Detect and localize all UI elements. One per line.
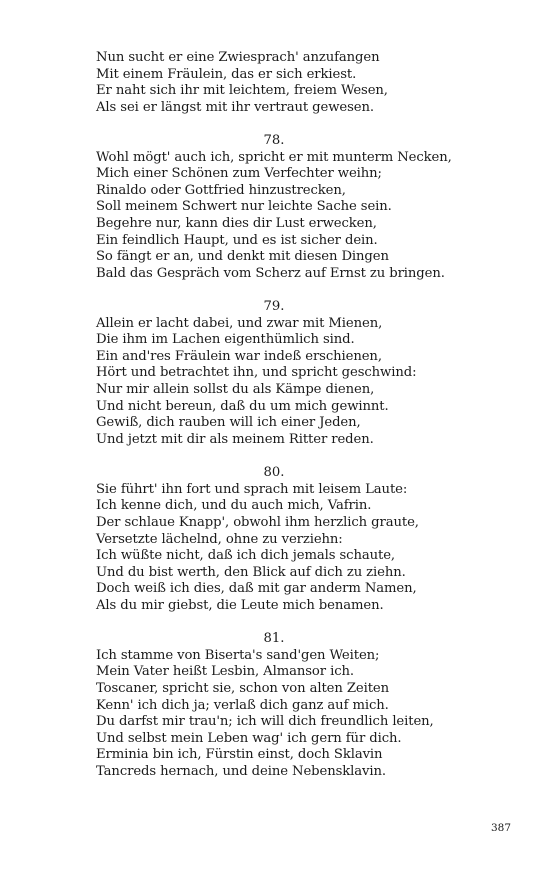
verse-line: Bald das Gespräch vom Scherz auf Ernst zu bringen. (96, 265, 445, 281)
verse-line: Und du bist werth, den Blick auf dich zu ziehn. (96, 564, 406, 580)
intro-stanza (96, 50, 496, 116)
verse-line: Mit einem Fräulein, das er sich erkiest. (96, 66, 357, 82)
page-number: 387 (490, 822, 511, 834)
verse-line: Kenn' ich dich ja; verlaß dich ganz auf mich. (96, 697, 389, 713)
verse-line: Und selbst mein Leben wag' ich gern für dich. (96, 730, 402, 746)
verse-line: Doch weiß ich dies, daß mit gar anderm Namen, (96, 581, 417, 597)
verse-line: Hört und betrachtet ihn, und spricht geschwind: (96, 365, 417, 381)
verse-line: Du darfst mir trau'n; ich will dich freundlich leiten, (96, 714, 434, 730)
verse-line: Soll meinem Schwert nur leichte Sache sein. (96, 199, 392, 215)
stanza-number: 81. (263, 631, 285, 647)
stanza-80 (96, 465, 496, 614)
verse-line: Als sei er längst mit ihr vertraut gewesen. (96, 99, 374, 115)
stanza-number: 80. (263, 465, 285, 481)
stanza-number: 79. (263, 299, 285, 315)
stanza-79 (96, 299, 496, 448)
verse-line: Als du mir giebst, die Leute mich benamen. (96, 597, 384, 613)
stanza-78 (96, 133, 496, 282)
verse-line: Begehre nur, kann dies dir Lust erwecken, (96, 216, 377, 232)
verse-line: Der schlaue Knapp', obwohl ihm herzlich graute, (96, 514, 419, 530)
verse-line: Gewiß, dich rauben will ich einer Jeden, (96, 415, 361, 431)
stanza-81 (96, 631, 496, 780)
verse-line: Toscaner, spricht sie, schon von alten Zeiten (96, 680, 390, 696)
verse-line: Tancreds hernach, und deine Nebensklavin. (96, 763, 386, 779)
verse-line: Allein er lacht dabei, und zwar mit Mienen, (96, 315, 383, 331)
verse-line: Wohl mögt' auch ich, spricht er mit munterm Necken, (96, 149, 452, 165)
verse-line: Ein and'res Fräulein war indeß erschienen, (96, 348, 382, 364)
verse-line: Und jetzt mit dir als meinem Ritter reden. (96, 431, 374, 447)
verse-line: Versetzte lächelnd, ohne zu verziehn: (96, 531, 343, 547)
verse-line: Erminia bin ich, Fürstin einst, doch Sklavin (96, 747, 383, 763)
verse-line: Ich kenne dich, und du auch mich, Vafrin. (96, 498, 372, 514)
verse-line: Er naht sich ihr mit leichtem, freiem Wesen, (96, 83, 388, 99)
verse-line: Und nicht bereun, daß du um mich gewinnt. (96, 398, 389, 414)
verse-line: Nur mir allein sollst du als Kämpe dienen, (96, 382, 375, 398)
verse-line: Nun sucht er eine Zwiesprach' anzufangen (96, 50, 380, 65)
verse-line: Mich einer Schönen zum Verfechter weihn; (96, 166, 382, 182)
verse-line: Ich stamme von Biserta's sand'gen Weiten; (96, 647, 380, 663)
poem-text (96, 50, 496, 781)
verse-line: Ein feindlich Haupt, und es ist sicher dein. (96, 232, 378, 248)
verse-line: Rinaldo oder Gottfried hinzustrecken, (96, 182, 346, 198)
verse-line: Ich wüßte nicht, daß ich dich jemals schaute, (96, 548, 395, 564)
verse-line: So fängt er an, und denkt mit diesen Dingen (96, 249, 389, 265)
verse-line: Mein Vater heißt Lesbin, Almansor ich. (96, 664, 354, 680)
verse-line: Sie führt' ihn fort und sprach mit leisem Laute: (96, 481, 408, 497)
stanza-number: 78. (263, 133, 285, 149)
verse-line: Die ihm im Lachen eigenthümlich sind. (96, 332, 355, 348)
